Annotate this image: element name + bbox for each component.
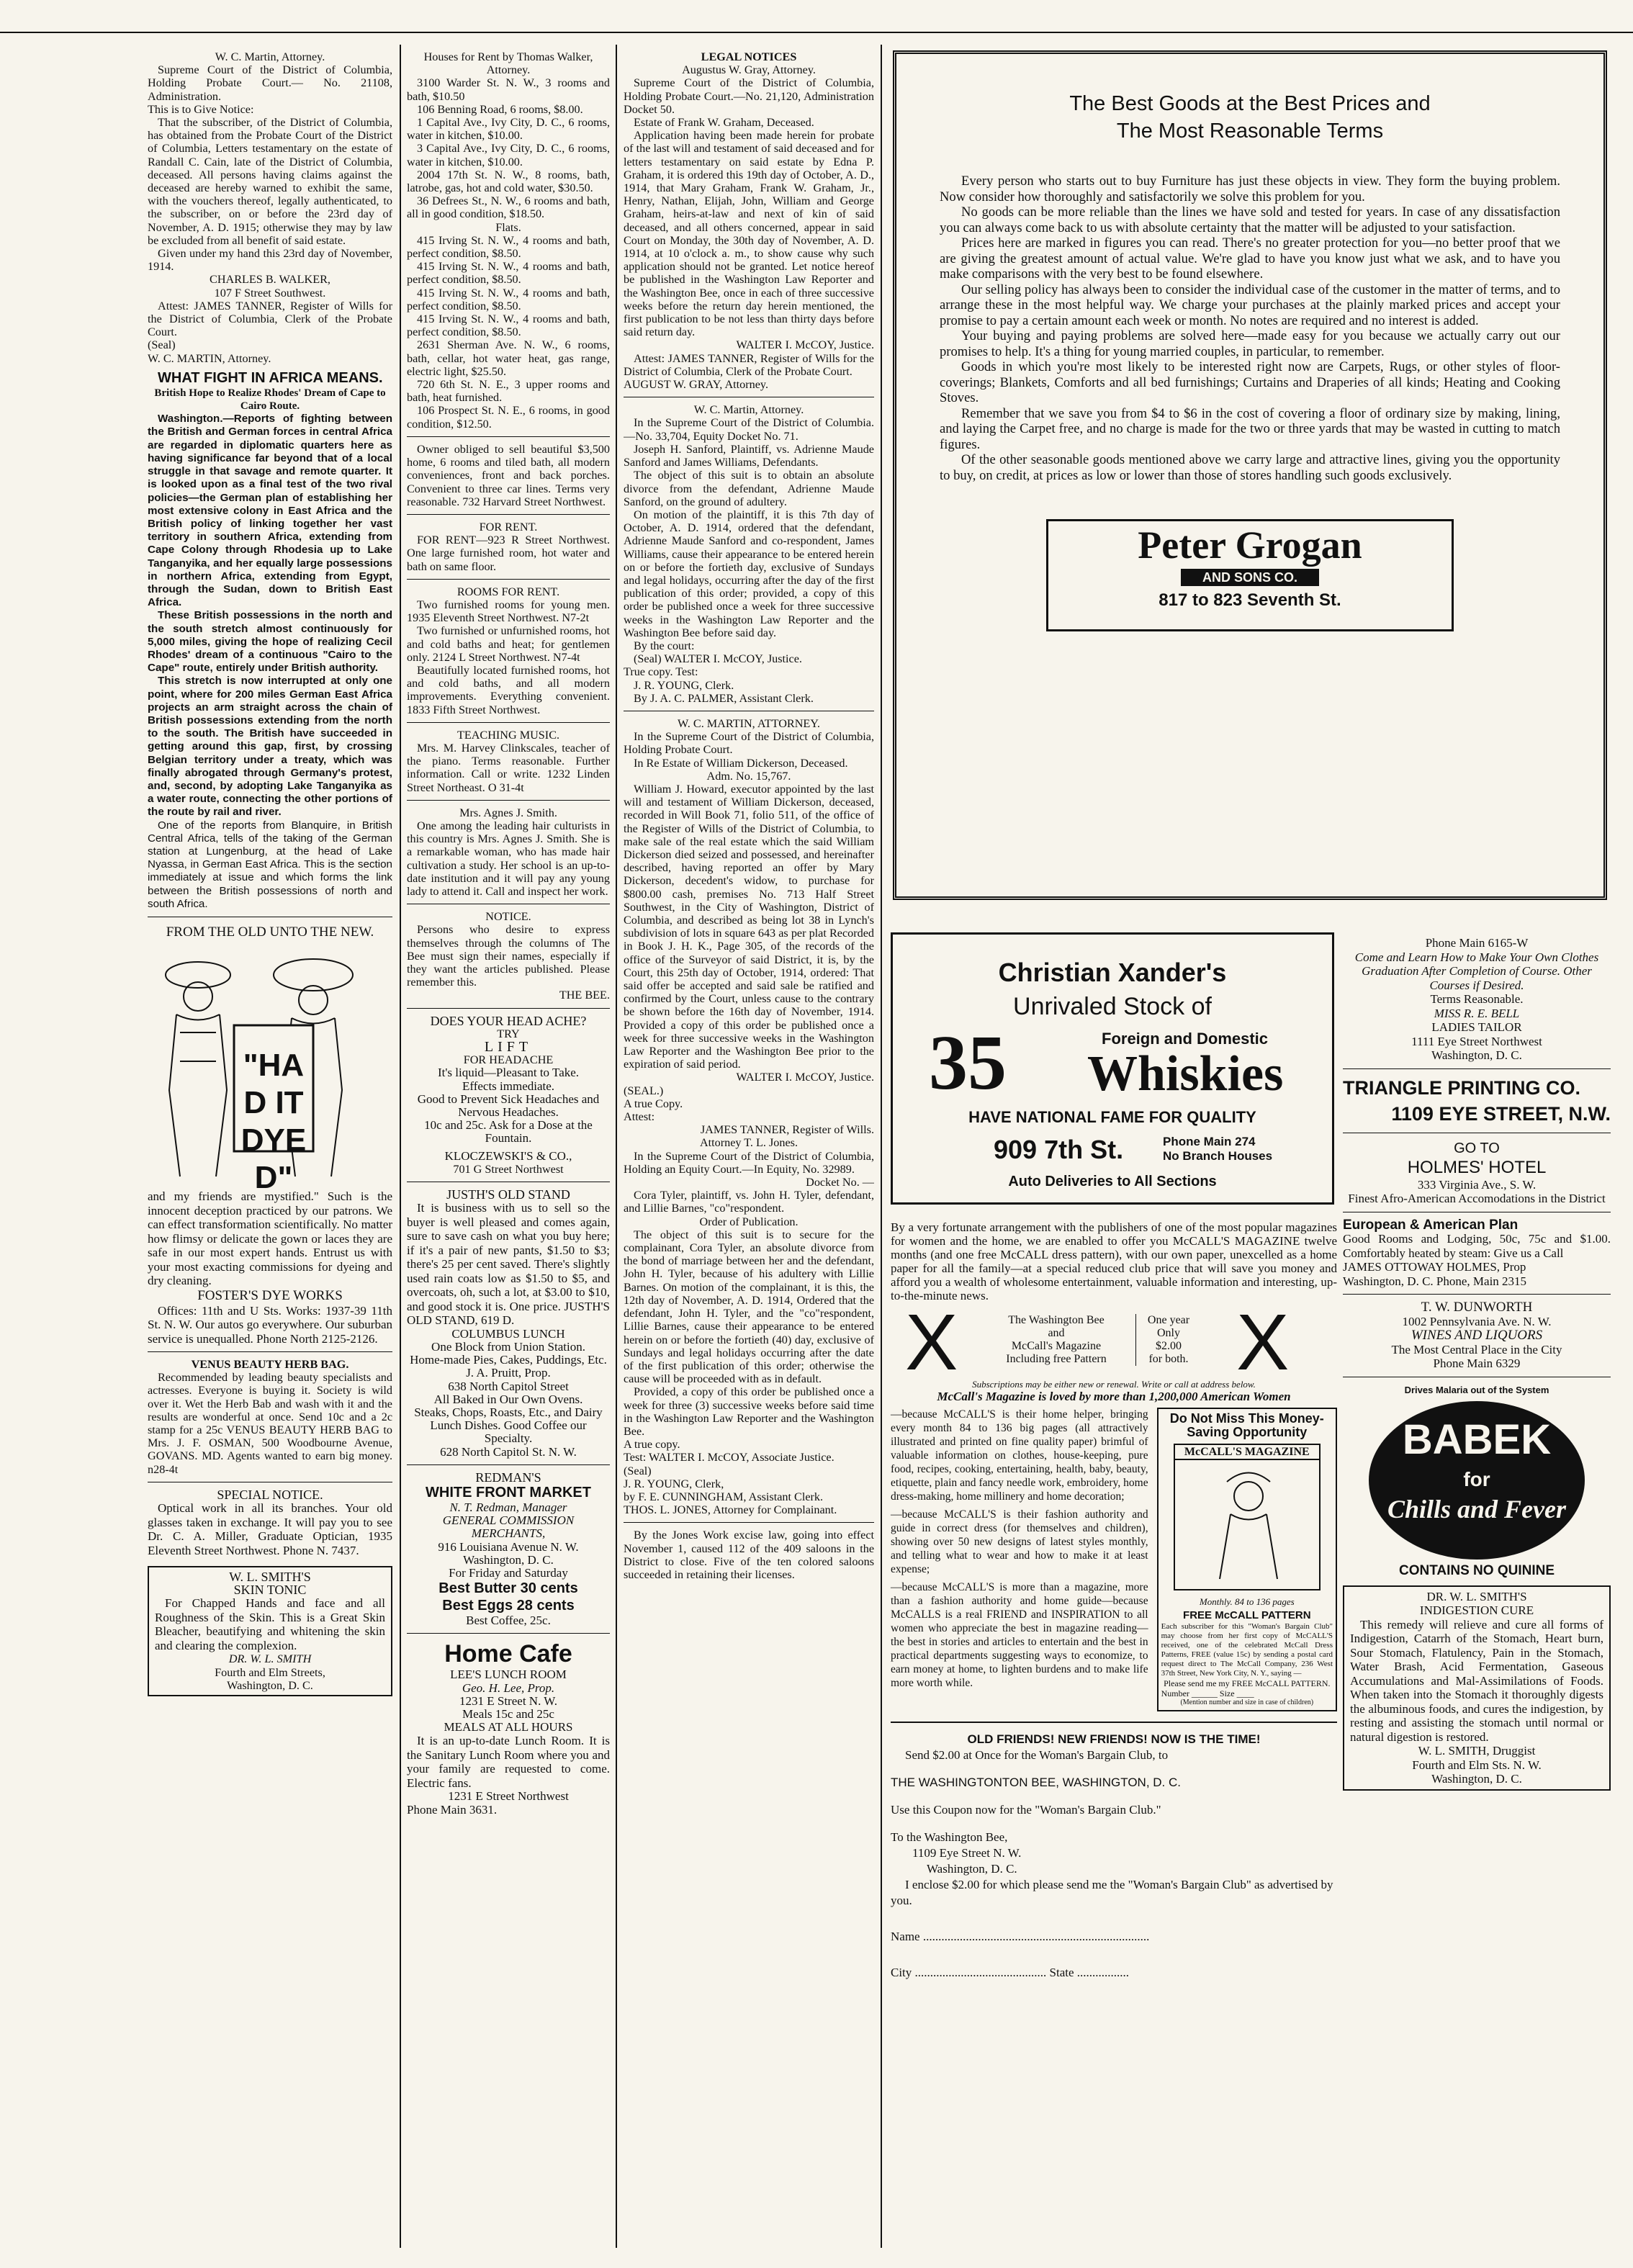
notice-headline: NOTICE.: [485, 910, 531, 924]
rooms-item: Beautifully located furnished rooms, hot and cold baths, and all modern improvements. Everything convenient. 1833 Fifth Street Northwest.: [407, 663, 610, 716]
venus-body: Recommended by leading beauty specialists and actresses. Everyone is buying it. Society is wild over it. Wet the Herb Bab and wash with it and the results are wonderful at once. Send 10c and a 2c stamp for a 25c VENUS BEAUTY HERB BAG to Mrs. J. F. OSMAN, 500 Woodbourne Avenue, GOVANS. MD. Agents wanted to earn big money. n28-4t: [148, 1371, 392, 1476]
tonic-head: SKIN TONIC: [233, 1583, 307, 1598]
grogan-paragraph: Goods in which you're most likely to be interested right now are Carpets, Rugs, or other styles of floor-coverings; Blankets, Comforts and all bed furnishings; Curtains and Draperies of all kinds; Heating and Cooking Stoves.: [940, 359, 1560, 405]
home-sub: LEE'S LUNCH ROOM: [450, 1668, 567, 1682]
sanford-attorney: W. C. Martin, Attorney.: [693, 403, 804, 417]
lift-try: TRY: [497, 1027, 520, 1040]
tonic-doctor: DR. W. L. SMITH: [228, 1652, 312, 1666]
columbus-line: 628 North Capitol St. N. W.: [440, 1444, 577, 1459]
owner-ad: Owner obliged to sell beautiful $3,500 home, 6 rooms and tiled bath, all modern conveniences, front and back porches. Convenient to three car lines. Terms very reasonable. 732 Harvard Street Northwest.: [407, 442, 610, 508]
redman-days: For Friday and Saturday: [449, 1566, 568, 1580]
mccall-send: Send $2.00 at Once for the Woman's Bargain Club, to: [905, 1748, 1169, 1762]
tonic-head: W. L. SMITH'S: [229, 1570, 311, 1585]
notice-signature: THE BEE.: [559, 989, 610, 1002]
listing-item: 1 Capital Ave., Ivy City, D. C., 6 rooms, water in kitchen, $10.00.: [407, 116, 610, 143]
xander-foreign-domestic: Foreign and Domestic: [1102, 1030, 1269, 1048]
dunworth-address: 1002 Pennsylvania Ave. N. W.: [1402, 1314, 1552, 1328]
attorney-signature: W. C. MARTIN, Attorney.: [148, 351, 271, 365]
home-meals: Meals 15c and 25c: [462, 1707, 554, 1722]
plan-headline: European & American Plan: [1343, 1217, 1519, 1233]
africa-paragraph: Washington.—Reports of fighting between the British and German forces in central Africa are regarded in diplomatic quarters here as having significance far beyond that of a local struggle in that savage and remote quarter. It is looked upon as a final test of the two rival policies—the German plan of establishing her most extensive colony in East Africa and the British policy of linking together her vast territory in southern Africa, extending from Cape Colony through Rhodesia up to Lake Tanganyika, and her equally large possessions in northern Africa, extending from Egypt, through the Sudan, down to British East Africa.: [148, 413, 392, 609]
baber-logo: [1369, 1401, 1585, 1560]
baber-no-quinine: CONTAINS NO QUININE: [1398, 1563, 1555, 1578]
houses-headline: Houses for Rent by Thomas Walker, Attorney.: [423, 50, 593, 77]
tyler-jones: THOS. L. JONES, Attorney for Complainant.: [624, 1503, 837, 1517]
bell-terms: Terms Reasonable.: [1430, 992, 1524, 1006]
triangle-address: 1109 EYE STREET, N.W.: [1391, 1102, 1611, 1125]
mccall-because: —because McCALL'S is their fashion authority and guide in correct dress (for themselves and children), showing over 50 new designs of latest styles monthly, and telling what to wear and how to make it at least expense;: [891, 1508, 1148, 1575]
lift-line: Effects immediate.: [462, 1079, 555, 1093]
redman-address: 916 Louisiana Avenue N. W.: [438, 1539, 579, 1554]
mccall-cover-title: McCALL'S MAGAZINE: [1175, 1445, 1319, 1460]
xander-auto: Auto Deliveries to All Sections: [1008, 1174, 1217, 1189]
bell-line: Graduation After Completion of Course. Other Courses if Desired.: [1362, 964, 1592, 992]
holmes-name: HOLMES' HOTEL: [1407, 1157, 1547, 1177]
mccall-please: Please send me my FREE McCALL PATTERN.: [1164, 1678, 1331, 1688]
lift-name: LIFT: [484, 1039, 533, 1056]
dickerson-body: William J. Howard, executor appointed by the last will and testament of William Dickerson, deceased, recorded in Will Book 71, folio 511, of the office of the Register of Wills of the District of Columbia, to make sale of the real estate which the said William Dickerson died seized and possessed, and hereinafter described, having reported an offer by Mary Dickerson, decedent's widow, to purchase for $800.00 cash, premises No. 713 Half Street Southwest, in the City of Washington, District of Columbia, and described as being lot 38 in Lynch's subdivision of lots in square 643 as per plat Recorded in Book J. H. K., Page 305, of the records of the office of the Surveyor of said District, it is, by the Court, this 25th day of October, 1914, ordered: That said offer be accepted and said sale be ratified and confirmed by the Court, unless cause to the contrary be shown before the 16th day of November, 1914. Provided a copy of this order be published once a week for three successive weeks in the Washington Law Reporter and the Washington Bee prior to the expiration of said period.: [624, 782, 874, 1071]
offer-line: McCall's Magazine: [1011, 1340, 1102, 1352]
dickerson-attest: Attest:: [624, 1110, 655, 1124]
mccall-old-friends: OLD FRIENDS! NEW FRIENDS! NOW IS THE TIME!: [967, 1732, 1261, 1746]
mccall-dnm: Do Not Miss This Money-: [1169, 1411, 1324, 1426]
mccall-because: —because McCALL'S is more than a magazine, more than a fashion authority and home guide—because McCALLS is a real FRIEND and INSPIRATION to all women who appreciate the best in magazine reading—the best in stories and articles to entertain and the best in practical departments suggesting ways to economize, to earn money at home, to lighten burdens and to make life more worth while.: [891, 1581, 1148, 1689]
foster-name: FOSTER'S DYE WORKS: [197, 1287, 343, 1303]
columbus-line: Home-made Pies, Cakes, Puddings, Etc.: [410, 1353, 607, 1367]
holmes-line: Finest Afro-American Accomodations in the District: [1348, 1192, 1606, 1205]
column-1: [148, 50, 392, 2246]
ind-body: This remedy will relieve and cure all forms of Indigestion, Catarrh of the Stomach, Heart burn, Sour Stomach, Flatulency, Pain in the Stomach, Water Brash, Acid Fermentation, Gaseous Accumulations and Mal-Assimilations of Foods. When taken into the Stomach it thoroughly digests the albuminous foods, and cures the indigestion, by resting and assisting the stomach until normal or natural digestion is restored.: [1350, 1617, 1603, 1744]
africa-paragraph: One of the reports from Blanquire, in British Central Africa, tells of the taking of the German station at Lungenburg, at the head of Lake Nyassa, in German East Africa. This is the section immediately at issue and which forms the link between the British possessions of north and south Africa.: [148, 819, 392, 910]
redman-coffee: Best Coffee, 25c.: [466, 1614, 551, 1628]
music-body: Mrs. M. Harvey Clinkscales, teacher of the piano. Terms reasonable. Further information. Call or write. 1232 Linden Street Northeast. O 31-4t: [407, 741, 610, 794]
tyler-docket: Docket No. —: [806, 1176, 874, 1189]
dickerson-adm: Adm. No. 15,767.: [706, 769, 791, 783]
column-3: [624, 50, 874, 2246]
columbus-headline: COLUMBUS LUNCH: [451, 1326, 565, 1341]
redman-eggs: Best Eggs 28 cents: [442, 1598, 575, 1614]
excise-item: By the Jones Work excise law, going into effect November 1, caused 112 of the 409 saloons in the District to close. Five of the ten colored saloons succeeded in retaining their licenses.: [624, 1529, 874, 1581]
redman-headline: REDMAN'S: [475, 1470, 541, 1485]
lift-for: FOR HEADACHE: [463, 1053, 554, 1067]
offer-line: Only: [1157, 1327, 1180, 1339]
dickerson-court: In the Supreme Court of the District of Columbia, Holding Probate Court.: [624, 730, 874, 757]
dyed-headline: FROM THE OLD UNTO THE NEW.: [166, 924, 374, 940]
plan-prop: JAMES OTTOWAY HOLMES, Prop: [1343, 1260, 1526, 1274]
sanford-parties: Joseph H. Sanford, Plaintiff, vs. Adrienne Maude Sanford and James Williams, Defendants.: [624, 442, 874, 469]
dyed-body: and my friends are mystified." Such is the innocent deception practiced by our patrons. We can effect transformation scientifically. No matter how flimsy or delicate the gown or laces they are safe in our most expert hands. Entrust us with your most exacting commissions for dyeing and dry cleaning.: [148, 1189, 392, 1287]
x-mark: X: [905, 1298, 958, 1387]
rooms-item: Two furnished or unfurnished rooms, hot and cold baths and heat; for gentlemen only. 2124 L Street Northwest. N7-4t: [407, 624, 610, 664]
sanford-court-by: By the court:: [634, 639, 695, 652]
listing-item: 720 6th St. N. E., 3 upper rooms and bath, heat furnished.: [407, 378, 610, 405]
x-mark: X: [1236, 1298, 1290, 1387]
mccall-size: Size: [1219, 1688, 1235, 1698]
ind-city: Washington, D. C.: [1431, 1772, 1522, 1786]
redman-gcm: GENERAL COMMISSION: [442, 1513, 575, 1528]
bell-address: 1111 Eye Street Northwest: [1411, 1034, 1542, 1048]
lift-line: 10c and 25c. Ask for a Dose at the Fountain.: [424, 1118, 593, 1146]
tyler-asst: by F. E. CUNNINGHAM, Assistant Clerk.: [624, 1490, 824, 1503]
mccall-fine: (Mention number and size in case of children): [1180, 1698, 1314, 1706]
grogan-paragraph: No goods can be more reliable than the lines we have sold and tested for years. In case of any dissatisfaction you can always come back to us with absolute certainty that the matter will be adjusted to your satisfaction.: [940, 204, 1560, 235]
tyler-clerk: J. R. YOUNG, Clerk,: [624, 1477, 724, 1490]
lift-line: It's liquid—Pleasant to Take.: [437, 1066, 580, 1080]
grogan-headline: The Best Goods at the Best Prices and: [1069, 92, 1431, 115]
mccall-to: 1109 Eye Street N. W.: [912, 1846, 1022, 1860]
mccall-use: Use this Coupon now for the "Woman's Bargain Club.": [891, 1803, 1161, 1817]
mccall-free: FREE McCALL PATTERN: [1183, 1609, 1311, 1621]
sanford-paragraph: The object of this suit is to obtain an absolute divorce from the defendant, Adrienne Maude Sanford, on the ground of adultery.: [624, 469, 874, 508]
plan-body: Good Rooms and Lodging, 50c, 75c and $1.00. Comfortably heated by steam: Give us a Call: [1343, 1232, 1611, 1260]
column-rule: [881, 45, 882, 2248]
for-rent-body: FOR RENT—923 R Street Northwest. One large furnished room, hot water and bath on same floor.: [407, 534, 610, 573]
dunworth-place: The Most Central Place in the City: [1391, 1342, 1562, 1356]
listing-item: 415 Irving St. N. W., 4 rooms and bath, perfect condition, $8.50.: [407, 286, 610, 312]
grogan-paragraph: Prices here are marked in figures you can read. There's no greater protection for you—no better proof that we are giving the greatest amount of actual value. We're glad to have you know just what we ask, and to have you make comparisons with the very best to be found elsewhere.: [940, 235, 1560, 282]
column-2: [407, 50, 610, 2246]
klocz-address: 701 G Street Northwest: [453, 1162, 564, 1176]
for-rent-headline: FOR RENT.: [479, 520, 538, 534]
grogan-logo-sub: AND SONS CO.: [1181, 569, 1319, 586]
xander-ad: [891, 932, 1334, 1205]
redman-market: WHITE FRONT MARKET: [426, 1484, 591, 1500]
attorney-line: W. C. Martin, Attorney.: [215, 50, 325, 63]
mccall-monthly: Monthly. 84 to 136 pages: [1199, 1596, 1295, 1607]
baber-top: Drives Malaria out of the System: [1404, 1384, 1549, 1395]
xander-address: 909 7th St.: [994, 1135, 1124, 1164]
xander-sub: Unrivaled Stock of: [1013, 993, 1212, 1020]
sanford-asst: By J. A. C. PALMER, Assistant Clerk.: [634, 691, 814, 705]
mccall-free-body: Each subscriber for this "Woman's Bargain Club" may choose from her first copy of McCALL'S received, one of the celebrated McCall Dress Patterns, FREE (value 15c) by sending a postal card request direct to The McCall Company, 236 West 37th Street, New York City, N. Y., saying —: [1161, 1622, 1333, 1678]
redman-city: Washington, D. C.: [463, 1552, 554, 1567]
columbus-line: J. A. Pruitt, Prop.: [466, 1366, 551, 1380]
home-hours: MEALS AT ALL HOURS: [444, 1720, 573, 1734]
gray-estate: Estate of Frank W. Graham, Deceased.: [634, 116, 814, 130]
mccall-name-field[interactable]: Name ..........................................................................: [891, 1930, 1150, 1943]
africa-subhead: British Hope to Realize Rhodes' Dream of Cape to Cairo Route.: [154, 387, 386, 413]
africa-paragraph: These British possessions in the north and the south stretch almost continuously for 5,000 miles, giving the hope of realizing Cecil Rhodes' dream of a continuous "Cairo to the Cape" route, entirely under British authority.: [148, 609, 392, 675]
gray-court: Supreme Court of the District of Columbia, Holding Probate Court.—No. 21,120, Administration Docket 50.: [624, 76, 874, 116]
dickerson-register: JAMES TANNER, Register of Wills.: [700, 1123, 874, 1137]
notice-signer-address: 107 F Street Southwest.: [214, 286, 326, 300]
mccall-to: Washington, D. C.: [927, 1862, 1017, 1876]
ind-address: Fourth and Elm Sts. N. W.: [1412, 1758, 1542, 1772]
redman-butter: Best Butter 30 cents: [438, 1580, 578, 1597]
mccall-bee: THE WASHINGTONTON BEE, WASHINGTON, D. C.: [891, 1776, 1181, 1789]
tonic-body: For Chapped Hands and face and all Roughness of the Skin. This is a Great Skin Bleacher, beautifying and whitening the skin and clearing the complexion.: [155, 1596, 385, 1652]
tyler-attorney: Attorney T. L. Jones.: [699, 1136, 798, 1150]
bell-city: Washington, D. C.: [1431, 1048, 1522, 1062]
bell-name: MISS R. E. BELL: [1434, 1006, 1520, 1020]
mccall-intro: By a very fortunate arrangement with the publishers of one of the most popular magazines for women and the home, we are enabled to offer you McCALL'S MAGAZINE twelve months (and one free McCALL dress pattern), with our own paper, unexcelled as a home paper for all the family—at a special reduced club price that will save you money and afford you a wealth of wholesome entertainment, valuable information and interesting, up-to-the-minute news.: [891, 1220, 1337, 1302]
page-top-border: [0, 0, 1633, 33]
home-address: 1231 E Street N. W.: [459, 1693, 557, 1708]
grogan-paragraph: Remember that we save you from $4 to $6 in the cost of covering a floor of ordinary size by making, lining, and laying the Carpet free, and no charge is made for the two or three yards that may be wasted in cutting to match figures.: [940, 405, 1560, 452]
columbus-line: All Baked in Our Own Ovens.: [433, 1392, 583, 1406]
xander-whiskies: Whiskies: [1087, 1046, 1284, 1102]
africa-headline: WHAT FIGHT IN AFRICA MEANS.: [158, 369, 383, 386]
offer-line: Including free Pattern: [1006, 1353, 1107, 1365]
foster-body: Offices: 11th and U Sts. Works: 1937-39 11th St. N. W. Our autos go everywhere. Our suburban service is unequalled. Phone North 2125-2126.: [148, 1303, 392, 1346]
grogan-paragraph: Of the other seasonable goods mentioned above we carry large and attractive lines, giving you the opportunity to buy, on credit, at prices as low or lower than those of stores handling such goods exclusively.: [940, 452, 1560, 483]
notice-body: Persons who desire to express themselves through the columns of The Bee must sign their names, especially if they want the articles published. Please remember this.: [407, 923, 610, 989]
africa-paragraph: This stretch is now interrupted at only one point, where for 200 miles German East Africa projects an arm straight across the chain of British possessions extending from the north to the south. The British have succeeded in getting around this gap, first, by crossing Belgian territory under a treaty, which was finally abrogated through Germany's protest, and, second, by adopting Lake Tanganyika as a water route, connecting the other portions of the route by rail and river.: [148, 675, 392, 819]
bell-line: Come and Learn How to Make Your Own Clothes: [1354, 950, 1599, 964]
notice-body: That the subscriber, of the District of Columbia, has obtained from the Probate Court of the District of Columbia, Letters testamentary on the estate of Randall C. Cain, late of the District of Columbia, deceased. All persons having claims against the deceased are hereby warned to exhibit the same, with the vouchers thereof, legally authenticated, to the subscriber, on or before the 23rd day of November, A. D. 1915; otherwise they may by law be excluded from all benefit of said estate.: [148, 116, 392, 247]
offer-line: $2.00: [1156, 1340, 1182, 1352]
indigestion-ad: [1343, 1585, 1611, 1791]
mccall-to: To the Washington Bee,: [891, 1830, 1008, 1844]
grogan-address: 817 to 823 Seventh St.: [1159, 590, 1341, 610]
listing-item: 36 Defrees St., N. W., 6 rooms and bath, all in good condition, $18.50.: [407, 194, 610, 221]
triangle-name: TRIANGLE PRINTING CO.: [1343, 1076, 1580, 1099]
smith-headline: Mrs. Agnes J. Smith.: [459, 806, 557, 819]
bell-title: LADIES TAILOR: [1431, 1020, 1522, 1034]
tyler-parties: Cora Tyler, plaintiff, vs. John H. Tyler, defendant, and Lillie Barnes, "co"respondent.: [624, 1189, 874, 1215]
redman-manager: N. T. Redman, Manager: [449, 1500, 567, 1514]
tonic-city: Washington, D. C.: [227, 1678, 313, 1692]
dunworth-phone: Phone Main 6329: [1433, 1356, 1521, 1370]
xander-name: Christian Xander's: [998, 958, 1227, 987]
gray-judge: WALTER I. McCOY, Justice.: [736, 338, 874, 352]
flats-headline: Flats.: [495, 220, 521, 234]
listing-item: 3 Capital Ave., Ivy City, D. C., 6 rooms, water in kitchen, $10.00.: [407, 142, 610, 168]
mccall-enclose: I enclose $2.00 for which please send me the "Woman's Bargain Club" as advertised by you.: [891, 1878, 1333, 1907]
mccall-dnm: Saving Opportunity: [1187, 1425, 1308, 1439]
smith-body: One among the leading hair culturists in this country is Mrs. Agnes J. Smith. She is a remarkable woman, who has made hair cultivation a study. Her school is an up-to-date institution and it will pay any young lady to attend it. Call and inspect her work.: [407, 819, 610, 898]
xander-number: 35: [929, 1020, 1007, 1106]
grogan-paragraph: Every person who starts out to buy Furniture has just these objects in view. They form the buying problem. Now consider how thoroughly and satisfactorily we solve this problem for you.: [940, 174, 1560, 204]
mccall-cover: [1174, 1444, 1321, 1590]
tyler-test: Test: WALTER I. McCOY, Associate Justice.: [624, 1451, 835, 1464]
dunworth-name: T. W. DUNWORTH: [1421, 1300, 1533, 1315]
holmes-goto: GO TO: [1454, 1140, 1500, 1156]
skin-tonic-ad: [148, 1566, 392, 1696]
offer-line: and: [1048, 1327, 1065, 1339]
notice-attest: Attest: JAMES TANNER, Register of Wills for the District of Columbia, Clerk of the Probate Court.: [148, 299, 392, 339]
dickerson-seal: (SEAL.): [624, 1084, 664, 1097]
column-rule: [616, 45, 617, 2248]
notice-lead: This is to Give Notice:: [148, 102, 254, 116]
dickerson-true: A true Copy.: [624, 1097, 683, 1110]
grogan-logo: Peter Grogan: [1138, 523, 1362, 567]
mccall-number: Number: [1161, 1688, 1189, 1698]
tyler-true: A true copy.: [624, 1438, 680, 1452]
columbus-line: One Block from Union Station.: [431, 1339, 585, 1354]
plan-city: Washington, D. C. Phone, Main 2315: [1343, 1274, 1527, 1288]
sanford-judge: (Seal) WALTER I. McCOY, Justice.: [634, 652, 802, 666]
mccall-state-label: State: [1049, 1966, 1074, 1979]
dunworth-wines: WINES AND LIQUORS: [1411, 1328, 1543, 1343]
ind-signature: W. L. SMITH, Druggist: [1418, 1744, 1536, 1758]
justh-headline: JUSTH'S OLD STAND: [446, 1187, 570, 1202]
listing-item: 106 Prospect St. N. E., 6 rooms, in good condition, $12.50.: [407, 404, 610, 431]
columbus-line: Steaks, Chops, Roasts, Etc., and Dairy Lunch Dishes. Good Coffee our Specialty.: [414, 1405, 603, 1446]
dickerson-judge: WALTER I. McCOY, Justice.: [736, 1071, 874, 1084]
tyler-court: In the Supreme Court of the District of Columbia, Holding an Equity Court.—In Equity, No. 32989.: [624, 1149, 874, 1176]
columbus-line: 638 North Capitol Street: [448, 1379, 569, 1393]
listing-item: 2631 Sherman Ave. N. W., 6 rooms, bath, cellar, hot water heat, gas range, electric light, $25.50.: [407, 338, 610, 378]
mccall-city-field[interactable]: City ........................................... State .................: [891, 1966, 1130, 1979]
tyler-body: The object of this suit is to secure for the complainant, Cora Tyler, an absolute divorce from the bond of marriage between her and the defendant, John H. Tyler, because of his adultery with Lillie Barnes. On motion of the complainant, it is this, the 12th day of November, A. D. 1914, Ordered that the defendant, John H. Tyler, and the "co"respondent, Lillie Barnes, cause their appearance to be entered herein on or before the fortieth (40) day, exclusive of Sundays and legal holidays occurring after the date of the first publication of this order; otherwise the cause will be proceeded with as in default.: [624, 1228, 874, 1386]
sanford-true: True copy. Test:: [624, 665, 698, 679]
ind-head: INDIGESTION CURE: [1419, 1603, 1534, 1617]
offer-line: The Washington Bee: [1008, 1314, 1105, 1326]
venus-headline: VENUS BEAUTY HERB BAG.: [191, 1358, 349, 1371]
mccall-ad: By a very fortunate arrangement with the publishers of one of the most popular magazines for women and the home, we are enabled to offer you McCALL'S MAGAZINE twelve months (and one free McCALL dress pattern), with our own paper, unexcelled as a home paper for all the family—at a special reduced club price that will save you money and afford you a wealth of wholesome entertainment, valuable information and interesting, up-to-the-minute news. X The Washington Bee and McCall's Magazine Including free Pattern One year Only $2.00 for both. X Subscriptions may be either new or renewal. Write or call at address below. McCall's Magazine is loved by more than 1,200,000 American Women —because McCALL'S is their home helper, bringing every month 84 to 136 big pages (all attractively illustrated and printed on fine quality paper) brimful of valuable information on clothes, house-keeping, pure food, recipes, cooking, entertaining, health, baby, beauty, etiquette, plain and fancy needle work, embroidery, home dress-making, home millinery and home decoration; —because McCALL'S is their fashion authority and guide in correct dress (for themselves and children), showing over 50 new designs of latest styles monthly, and telling what to wear and how to make it at least expense; —because McCALL'S is more than a magazine, more than a fashion authority and home guide—because McCALLS is a real FRIEND and INSPIRATION to all women who appreciate the best in magazine reading—the best in stories and articles to entertain and the best in practical departments suggesting ways to economize, to earn money at home, to lighten burdens and to make life more worth while. Do Not Miss This Money- Saving Opportunity McCALL'S MAGAZINE Monthly. 84 to 136 pages FREE McCALL PATTERN Each subscriber for this "Woman's Bargain Club" may choose from her first copy of McCALL'S received, one of the celebrated McCall Dress Patterns, FREE (value 15c) by sending a postal card request direct to The McCall Company, 236 West 37th Street, New York City, N. Y., saying — Please send me my FREE McCALL PATTERN. Number ______ Size ____ (Mention number and size in case of children) OLD FRIENDS! NEW FRIENDS! NOW IS THE TIME! Send $2.00 at Once for the Woman's Bargain Club, to THE WASHINGTONTON BEE, WASHINGTON, D. C. Use this Coupon now for the "Woman's Bargain Club." To the Washington Bee, 1109 Eye Street N. W. Washington, D. C. I enclose $2.00 for which please send me the "Woman's Bargain Club" as advertised by you. Name .......................................................................... City ........................................... State .................: [891, 1220, 1337, 1979]
mccall-because: —because McCALL'S is their home helper, bringing every month 84 to 136 big pages (all attractively illustrated and printed on fine quality paper) brimful of valuable information on clothes, house-keeping, pure food, recipes, cooking, entertaining, health, baby, beauty, etiquette, plain and fancy needle work, embroidery, home dress-making, home millinery and home decoration;: [891, 1408, 1148, 1503]
sanford-paragraph: On motion of the plaintiff, it is this 7th day of October, A. D. 1914, ordered that the defendant, Adrienne Maude Sanford and co-respondent, James Williams, cause their appearance to be entered herein on or before the fortieth day, exclusive of Sundays and legal holidays, occurring after the day of the first publication of this order; provided, a copy of this order be published once a week for three successive weeks in the Washington Law Reporter and the Washington Bee before said day.: [624, 508, 874, 639]
home-body: It is an up-to-date Lunch Room. It is the Sanitary Lunch Room where you and your family are requested to come. Electric fans.: [407, 1734, 610, 1790]
mccall-city-label: City: [891, 1966, 912, 1979]
listing-item: 3100 Warder St. N. W., 3 rooms and bath, $10.50: [407, 76, 610, 103]
sanford-clerk: J. R. YOUNG, Clerk.: [634, 678, 734, 692]
listing-item: 415 Irving St. N. W., 4 rooms and bath, perfect condition, $8.50.: [407, 233, 610, 261]
mccall-subscriptions: Subscriptions may be either new or renewal. Write or call at address below.: [972, 1379, 1256, 1390]
tyler-order: Order of Publication.: [699, 1215, 798, 1228]
rooms-headline: ROOMS FOR RENT.: [456, 585, 560, 598]
gray-attest: Attest: JAMES TANNER, Register of Wills for the District of Columbia, Clerk of the Probate Court.: [624, 351, 874, 378]
special-notice-headline: SPECIAL NOTICE.: [217, 1487, 323, 1502]
tyler-seal: (Seal): [624, 1464, 652, 1477]
xander-fame: HAVE NATIONAL FAME FOR QUALITY: [968, 1108, 1256, 1126]
notice-signer: CHARLES B. WALKER,: [210, 273, 330, 287]
baber-name: BABEK: [1402, 1416, 1552, 1463]
ind-head: DR. W. L. SMITH'S: [1426, 1589, 1527, 1603]
offer-line: One year: [1147, 1314, 1190, 1326]
notice-given: Given under my hand this 23rd day of November, 1914.: [148, 247, 392, 274]
tonic-address: Fourth and Elm Streets,: [215, 1665, 325, 1679]
dyed-illustration: [148, 946, 392, 1195]
dickerson-estate: In Re Estate of William Dickerson, Deceased.: [634, 756, 848, 770]
legal-notices-headline: LEGAL NOTICES: [701, 50, 797, 63]
special-notice-body: Optical work in all its branches. Your old glasses taken in exchange. It will pay you to see Dr. C. A. Miller, Graduate Optician, 1935 Eleventh Street Northwest. Phone N. 7437.: [148, 1501, 392, 1557]
mccall-loved: McCall's Magazine is loved by more than 1,200,000 American Women: [937, 1390, 1291, 1403]
gray-signature: AUGUST W. GRAY, Attorney.: [624, 378, 769, 392]
listing-item: 2004 17th St. N. W., 8 rooms, bath, latrobe, gas, hot and cold water, $30.50.: [407, 168, 610, 195]
baber-chills: Chills and Fever: [1387, 1495, 1567, 1524]
court-line: Supreme Court of the District of Columbia, Holding Probate Court.— No. 21108, Administration.: [148, 63, 392, 103]
grogan-logo-box: [1046, 519, 1454, 631]
mccall-name-label: Name: [891, 1930, 920, 1943]
lift-question: DOES YOUR HEAD ACHE?: [430, 1013, 587, 1028]
xander-branch: No Branch Houses: [1163, 1149, 1273, 1163]
column-rule: [400, 45, 401, 2248]
tyler-body: Provided, a copy of this order be published once a week for three (3) successive weeks before said time in the Washington Law Reporter and the Washington Bee.: [624, 1385, 874, 1438]
gray-body: Application having been made herein for probate of the last will and testament of said deceased and for letters testamentary on said estate by Edna P. Graham, it is ordered this 19th day of October, A. D., 1914, that Mary Graham, Frank W. Graham, Jr., Henry, Nathan, Elijah, John, William and George Graham, heirs-at-law and next of kin of said deceased, and all others concerned, appear in said Court on Monday, the 30th day of November, A. D. 1914, at 10 o'clock a. m., to show cause why such application should not be granted. Let notice hereof be published in the Washington Law Reporter and the Washington Bee, once in each of three successive weeks before the return day herein mentioned, the first publication to be not less than thirty days before said return day.: [624, 129, 874, 339]
listing-item: 106 Benning Road, 6 rooms, $8.00.: [417, 102, 583, 116]
flats-list: [407, 234, 610, 431]
bell-phone: Phone Main 6165-W: [1425, 936, 1529, 950]
home-phone: Phone Main 3631.: [407, 1802, 498, 1817]
dickerson-attorney: W. C. MARTIN, ATTORNEY.: [678, 716, 820, 730]
peter-grogan-ad: [893, 50, 1607, 900]
home-prop: Geo. H. Lee, Prop.: [462, 1680, 555, 1695]
home-cafe-headline: Home Cafe: [444, 1640, 572, 1668]
rooms-item: Two furnished rooms for young men. 1935 Eleventh Street Northwest. N7-2t: [407, 598, 610, 625]
grogan-paragraph: Your buying and paying problems are solved here—made easy for you because we actually carry out our promises to help. It's a thing for young married couples, in particular, to remember.: [940, 328, 1560, 359]
listing-item: 415 Irving St. N. W., 4 rooms and bath, perfect condition, $8.50.: [407, 260, 610, 287]
xander-phone: Phone Main 274: [1163, 1135, 1256, 1148]
music-headline: TEACHING MUSIC.: [456, 728, 560, 742]
houses-list: [407, 76, 610, 220]
klocz-name: KLOCZEWSKI'S & CO.,: [444, 1148, 572, 1163]
sanford-court: In the Supreme Court of the District of Columbia.—No. 33,704, Equity Docket No. 71.: [624, 416, 874, 443]
dyed-sign: "HAD IT DYED": [240, 1048, 307, 1195]
redman-gcm: MERCHANTS,: [471, 1526, 546, 1541]
seal: (Seal): [148, 338, 176, 352]
lift-line: Good to Prevent Sick Headaches and Nervous Headaches.: [417, 1092, 600, 1120]
justh-body: It is business with us to sell so the buyer is well pleased and comes again, sure to save cash on what you buy here; if it's a pair of new pants, $1.50 to $3; there's 25 per cent saved. There's slightly used rain coats low as $1.50 to $5, and overcoats, oh, such a lot, at $3.00 to $10, and good stock it is. One price. JUSTH'S OLD STAND, 619 D.: [407, 1201, 610, 1328]
grogan-headline: The Most Reasonable Terms: [1116, 120, 1384, 143]
baber-for: for: [1463, 1468, 1490, 1490]
offer-line: for both.: [1148, 1353, 1189, 1365]
grogan-paragraph: Our selling policy has always been to consider the individual case of the customer in the matter of terms, and to arrange these in the most helpful way. We charge your purchases at the plainly marked prices and accept your promise to pay a certain amount each week or month. No notes are required and no interest is added.: [940, 282, 1560, 328]
column-6: [1343, 936, 1611, 2254]
gray-attorney: Augustus W. Gray, Attorney.: [682, 63, 816, 77]
holmes-address: 333 Virginia Ave., S. W.: [1417, 1177, 1537, 1192]
listing-item: 415 Irving St. N. W., 4 rooms and bath, perfect condition, $8.50.: [407, 312, 610, 339]
home-address-2: 1231 E Street Northwest: [448, 1789, 569, 1804]
